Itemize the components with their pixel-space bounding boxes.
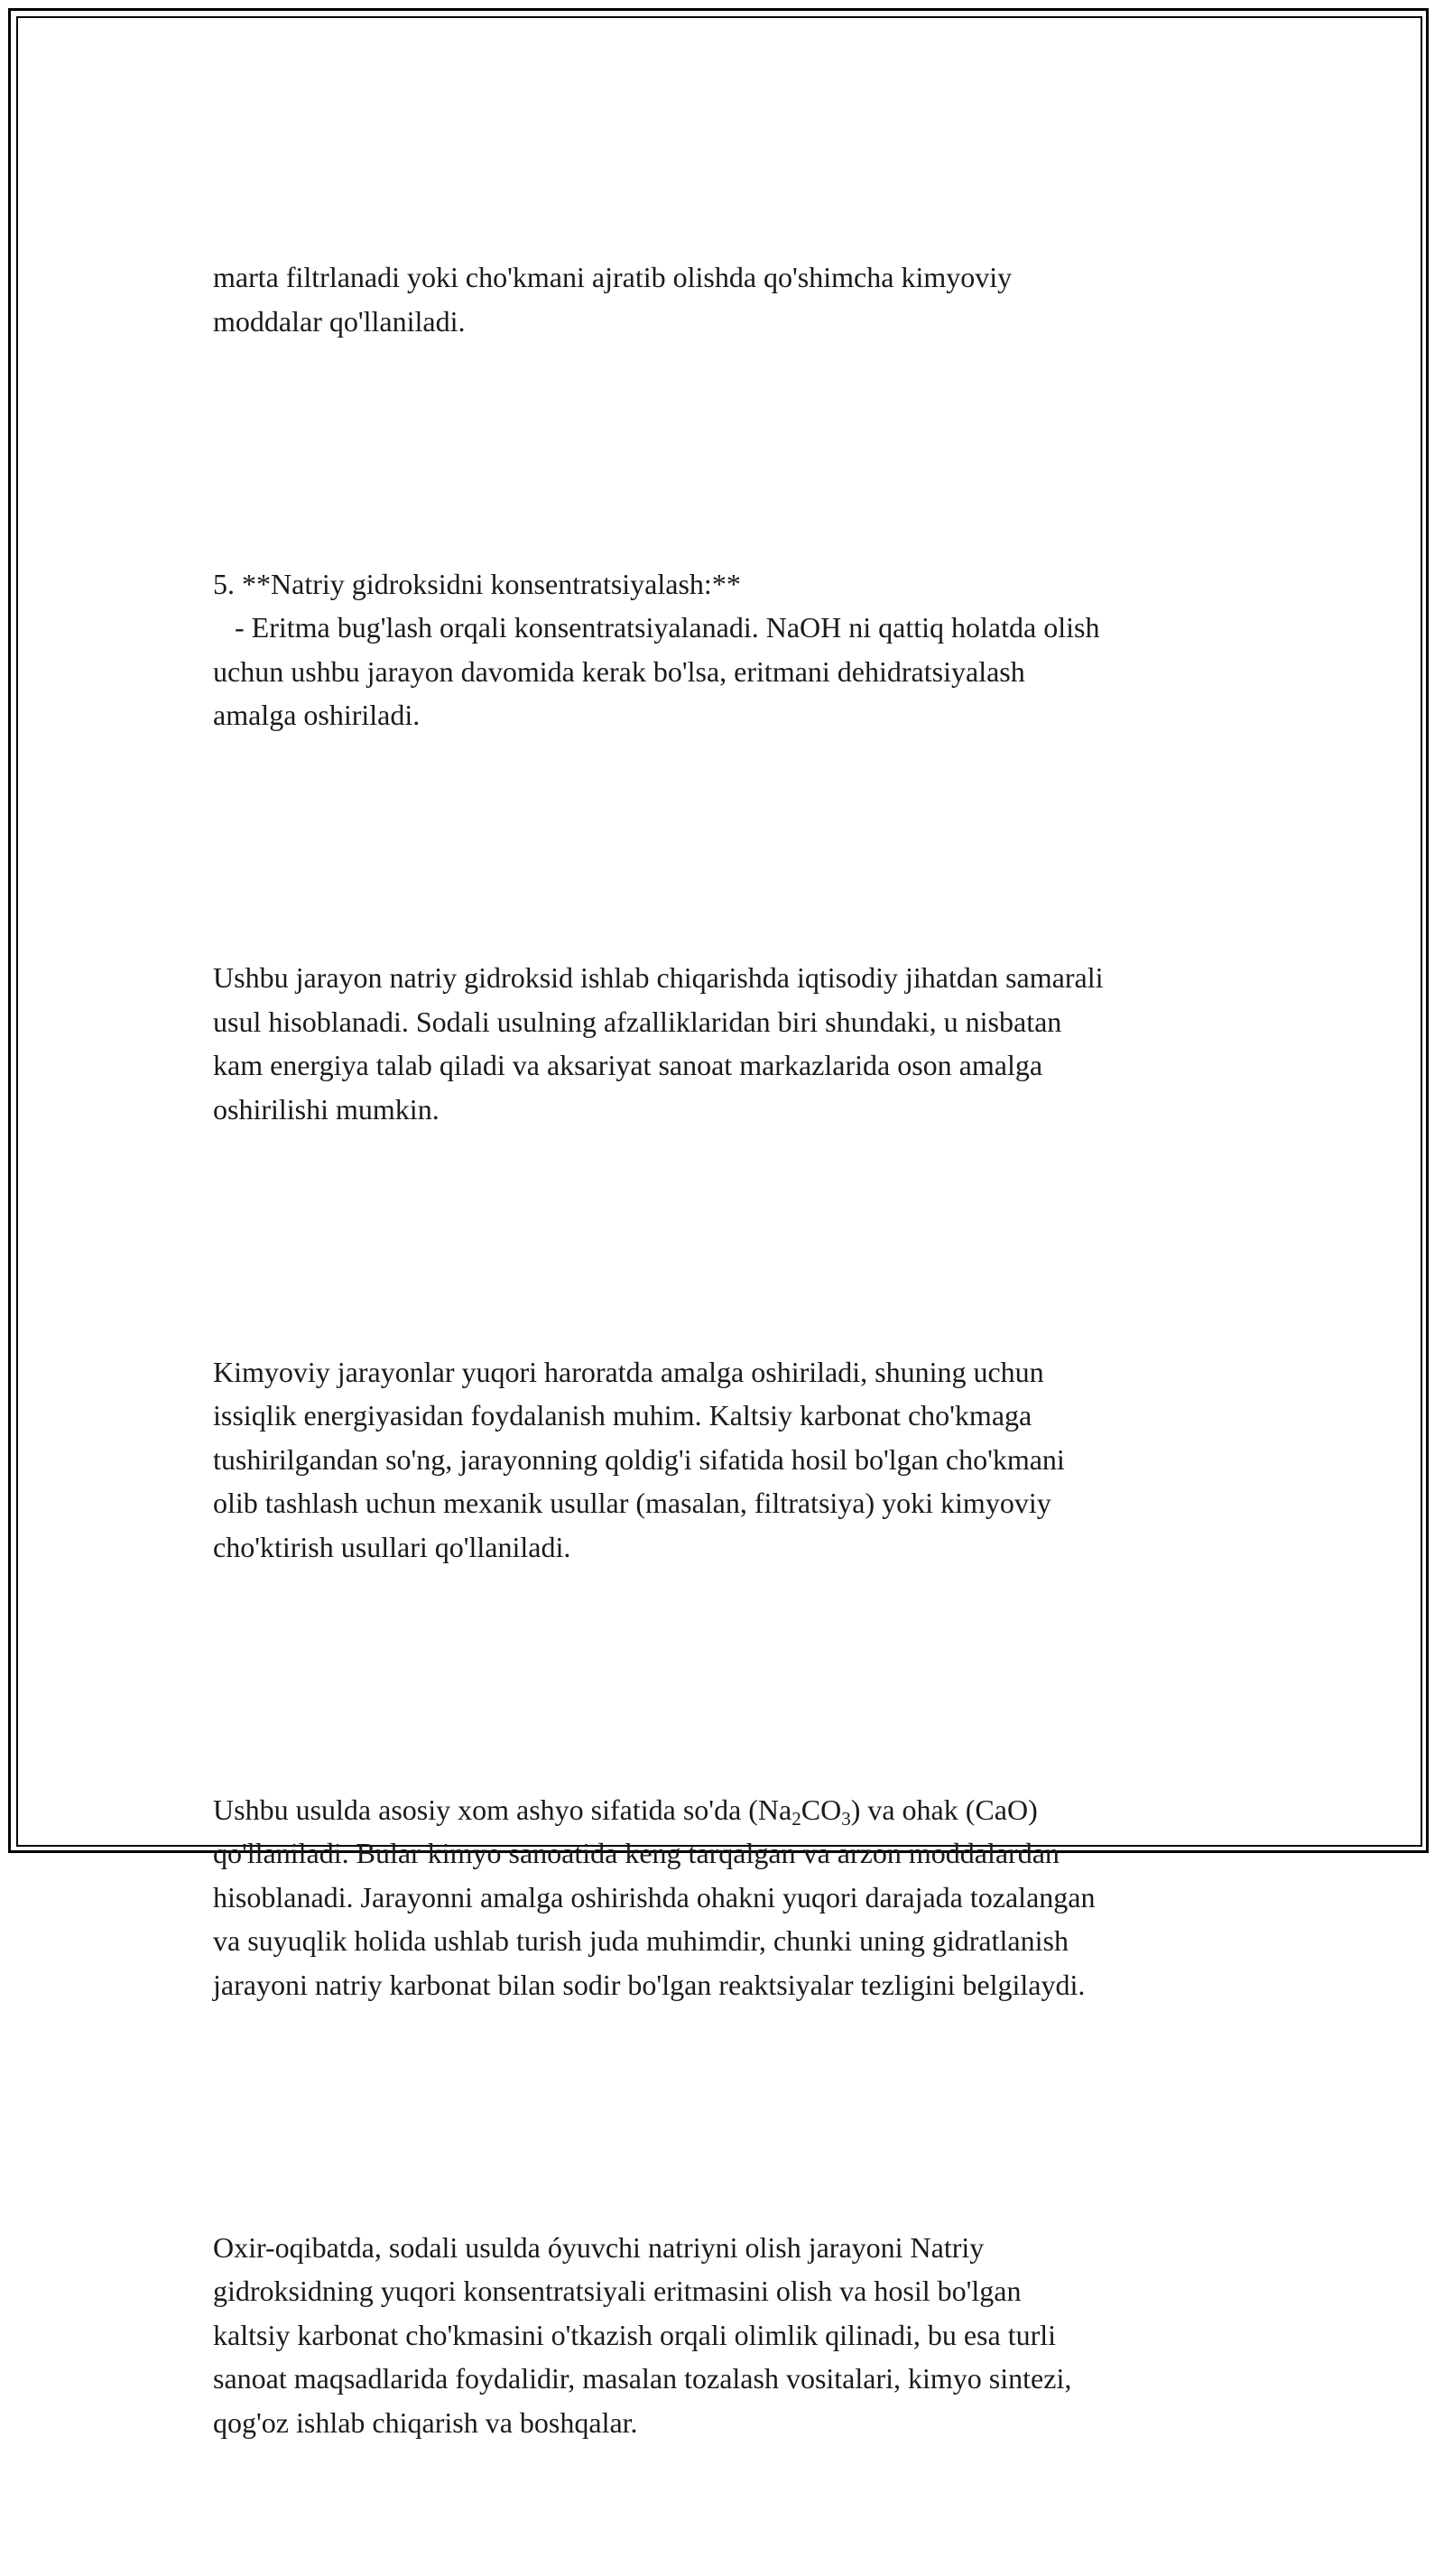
text-line: usul hisoblanadi. Sodali usulning afzalliklaridan biri shundaki, u nisbatan [213,1005,1062,1038]
text-line: Oxir-oqibatda, sodali usulda óyuvchi natriyni olish jarayoni Natriy [213,2230,985,2264]
formula-text-before: Ushbu usulda asosiy xom ashyo sifatida so'da (Na [213,1793,792,1826]
paragraph-conclusion [213,2138,1251,2533]
text-line: Ushbu jarayon natriy gidroksid ishlab chiqarishda iqtisodiy jihatdan samarali [213,961,1104,994]
paragraph-step-5 [213,475,1251,825]
text-line: qog'oz ishlab chiqarish va boshqalar. [213,2405,638,2439]
paragraph-efficiency [213,868,1251,1219]
document-body [213,168,1251,2576]
formula-text-after: ) va ohak (CaO) [850,1793,1038,1826]
text-line: - Eritma bug'lash orqali konsentratsiyalanadi. NaOH ni qattiq holatda olish [213,611,1100,644]
text-line: Kimyoviy jarayonlar yuqori haroratda amalga oshiriladi, shuning uchun [213,1355,1044,1388]
text-line: uchun ushbu jarayon davomida kerak bo'lsa, eritmani dehidratsiyalash [213,654,1025,688]
text-line: va suyuqlik holida ushlab turish juda muhimdir, chunki uning gidratlanish [213,1924,1069,1957]
text-line: oshirilishi mumkin. [213,1092,440,1126]
text-line: kam energiya talab qiladi va aksariyat sanoat markazlarida oson amalga [213,1049,1043,1081]
paragraph-chemical-processes [213,1263,1251,1657]
step-heading: 5. **Natriy gidroksidni konsentratsiyalash:** [213,567,741,600]
text-line: moddalar qo'llaniladi. [213,304,466,338]
paragraph-continuation [213,168,1251,431]
formula-text-mid: CO [801,1793,842,1826]
text-line: olib tashlash uchun mexanik usullar (masalan, filtratsiya) yoki kimyoviy [213,1487,1051,1519]
text-line: issiqlik energiyasidan foydalanish muhim. Kaltsiy karbonat cho'kmaga [213,1399,1032,1432]
text-line: tushirilgandan so'ng, jarayonning qoldig'i sifatida hosil bo'lgan cho'kmani [213,1442,1065,1476]
formula-line [213,1788,1251,1832]
text-line: gidroksidning yuqori konsentratsiyali eritmasini olish va hosil bo'lgan [213,2275,1022,2307]
text-line: amalga oshiriladi. [213,699,421,731]
text-line: hisoblanadi. Jarayonni amalga oshirishda ohakni yuqori darajada tozalangan [213,1880,1096,1913]
subscript-3: 3 [841,1807,851,1830]
text-line: cho'ktirish usullari qo'llaniladi. [213,1530,571,1563]
text-line: sanoat maqsadlarida foydalidir, masalan tozalash vositalari, kimyo sintezi, [213,2362,1072,2395]
text-line: jarayoni natriy karbonat bilan sodir bo'lgan reaktsiyalar tezligini belgilaydi. [213,1968,1086,2001]
text-line: marta filtrlanadi yoki cho'kmani ajratib olishda qo'shimcha kimyoviy [213,261,1013,293]
text-line: kaltsiy karbonat cho'kmasini o'tkazish orqali olimlik qilinadi, bu esa turli [213,2318,1057,2351]
text-line: qo'llaniladi. Bular kimyo sanoatida keng tarqalgan va arzon moddalardan [213,1837,1060,1869]
subscript-2: 2 [791,1807,801,1830]
paragraph-raw-materials [213,1700,1251,2095]
